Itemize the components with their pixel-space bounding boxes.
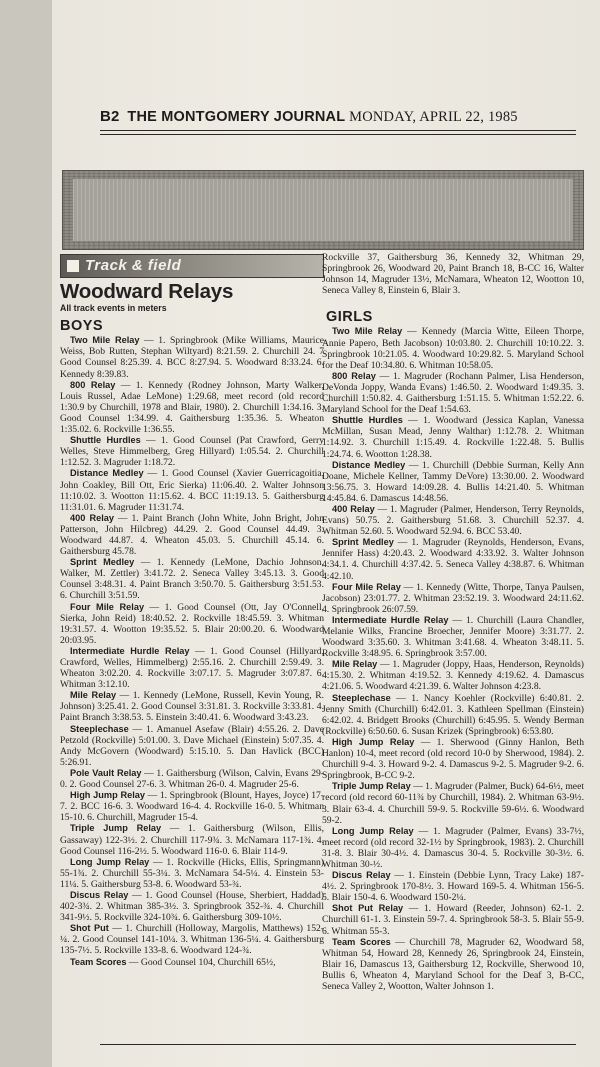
section-banner [60,254,324,278]
halftone-advertisement-inner [73,179,573,241]
event-name: Two Mile Relay [332,326,403,337]
boys-results [60,335,324,967]
result-entry [60,335,324,379]
event-results: — Kennedy (Marcia Witte, Eileen Thorpe, Annie Papero, Beth Jacobson) 10:03.80. 2. Churchill 10:10.22. 3. Springbrook 10:21.05. 4. Woodward 10:29.82. 5. Maryland School for the Deaf 10:34.80. 6. Whitman 10:58.05. [322,326,584,371]
event-name: Shuttle Hurdles [332,415,403,426]
event-results: — 1. Churchill (Laura Chandler, Melanie Wilks, Francine Broecher, Jennifer Moore) 3:31.77. 2. Woodward 3:35.60. 3. Whitman 3:41.68. 4. Wheaton 3:48.11. 5. Rockville 3:48.95. 6. Springbrook 3:57.00. [322,614,585,660]
result-entry [322,615,584,659]
result-entry [322,781,584,825]
event-results: — 1. Magruder (Palmer, Buck) 64-6½, meet record (old record 60-11¾ by Churchill, 1984). 2. Whitman 63-9½. 3. Blair 63-4. 4. Churchill 59-9. 5. Rockville 59-6½. 6. Woodward 59-2. [322,781,584,826]
event-name: 400 Relay [332,503,375,514]
event-name: Discus Relay [70,889,129,900]
event-results: — 1. Springbrook (Blount, Hayes, Joyce) 17-7. 2. BCC 16-6. 3. Woodward 16-4. 4. Rockville 16-0. 5. Whitman 15-10. 6. Churchill, Magruder 15-4. [60,790,324,824]
event-name: Four Mile Relay [332,581,401,592]
boys-team-scores-continued: Rockville 37, Gaithersburg 36, Kennedy 32, Whitman 29, Springbrook 26, Woodward 20, Paint Branch 18, B-CC 16, Walter Johnson 14, Magruder 13½, McNamara, Wheaton 12, Wootton 10, Seneca Valley 8, Einstein 6, Blair 3. [322,252,584,297]
event-results: — 1. Kennedy (Rodney Johnson, Marty Walker, Louis Russel, Adae LeMone) 1:29.68, meet record (old record 1:30.9 by Churchill, 1978 and Blair, 1980). 2. Churchill 1:34.16. 3. Good Counsel 1:34.99. 4. Gaithersburg 1:35.36. 5. Wheaton 1:35.02. 6. Rockville 1:36.55. [60,379,324,436]
event-name: Intermediate Hurdle Relay [332,614,449,625]
event-results: — 1. Magruder (Palmer, Evans) 33-7½, meet record (old record 32-1½ by Springbrook, 1983). 2. Churchill 31-8. 3. Blair 30-4½. 4. Damascus 30-4. 5. Rockville 30-3½. 6. Whitman 30-½. [322,825,584,870]
event-results: — 1. Good Counsel (Xavier Guerricagoitia, John Coakley, Bill Ott, Eric Sierka) 11:06.40. 2. Walter Johnson 11:10.02. 3. Wootton 11:15.62. 4. BCC 11:19.13. 5. Gaithersburg 11:31.01. 6. Magruder 11:31.74. [60,468,324,513]
result-entry [322,326,584,370]
event-name: Team Scores [332,936,391,947]
event-name: High Jump Relay [70,790,145,801]
result-entry [60,768,324,790]
event-name: Sprint Medley [70,557,135,568]
event-results: — 1. Paint Branch (John White, John Bright, John Patterson, John Hilcbreg) 44.29. 2. Good Counsel 44.49. 3. Woodward 44.87. 4. Wheaton 45.03. 5. Churchill 45.14. 6. Gaithersburg 45.78. [60,512,324,558]
event-results: — 1. Gaithersburg (Wilson, Ellis, Gassaway) 122-3½. 2. Churchill 117-9¾. 3. McNamara 117-1¾. 4. Good Counsel 116-2½. 5. Woodward 116-0. 6. Blair 114-9. [60,823,324,857]
event-name: 400 Relay [70,512,114,523]
event-results: — 1. Magruder (Joppy, Haas, Henderson, Reynolds) 4:15.30. 2. Whitman 4:19.52. 3. Kennedy 4:19.62. 4. Damascus 4:21.06. 5. Woodward 4:21.39. 6. Walter Johnson 4:23.8. [322,659,585,693]
event-results: — 1. Woodward (Jessica Kaplan, Vanessa McMillan, Susan Mead, Jenny Walthar) 1:12.78. 2. Whitman 1:14.92. 3. Churchill 1:15.49. 4. Rockville 1:22.48. 5. Bullis 1:24.74. 6. Wootton 1:28.38. [322,415,584,460]
result-entry [322,460,584,504]
issue-date: MONDAY, APRIL 22, 1985 [349,109,518,125]
event-name: Triple Jump Relay [332,781,411,792]
event-results: — 1. Good Counsel (Hillyard, Crawford, Welles, Himmelberg) 2:55.16. 2. Churchill 2:59.49. 3. Wheaton 3:02.20. 4. Rockville 3:07.17. 5. Magruder 3:07.87. 6. Whitman 3:12.10. [60,645,324,691]
left-column [60,252,324,968]
event-name: Team Scores [70,956,127,967]
event-results: — 1. Springbrook (Mike Williams, Maurice Weiss, Bob Rutten, Stephan Wiltyard) 8:21.59. 2. Churchill 24. 7 Good Counsel 8:25.39. 4. BCC 8:27.94. 5. Woodward 8:33.24. 6. Kennedy 8:39.83. [60,335,324,380]
header-rule [100,130,576,131]
article-headline: Woodward Relays [60,280,234,303]
header-rule-thin [100,134,576,135]
result-entry [60,435,324,468]
event-name: Long Jump Relay [332,825,414,836]
result-entry [322,903,584,936]
result-entry [60,602,324,646]
result-entry [322,826,584,870]
event-name: Triple Jump Relay [70,823,162,834]
event-name: Shuttle Hurdles [70,435,141,446]
result-entry [322,371,584,415]
result-entry [322,937,584,992]
result-entry [322,659,584,692]
right-column [322,252,584,992]
event-name: Distance Medley [70,468,144,479]
event-results: — 1. Nancy Koehler (Rockville) 6:40.81. 2. Jenny Smith (Churchill) 6:42.01. 3. Kathleen Spellman (Einstein) 6:42.02. 4. Bridgett Brooks (Churchill) 6:45.95. 5. Wendy Berman (Rockville) 6:50.60. 6. Susan Krizek (Springbrook) 6:53.80. [322,692,584,737]
result-entry [322,415,584,459]
event-name: Sprint Medley [332,537,394,548]
result-entry [322,870,584,903]
girls-results [322,326,584,992]
article-deck: All track events in meters [60,303,167,314]
event-name: Steeplechase [70,723,129,734]
event-name: Distance Medley [332,459,406,470]
event-results: — 1. Good Counsel (Ott, Jay O'Connell, Sierka, John Reid) 18:40.52. 2. Rockville 18:45.59. 3. Whitman 19:31.57. 4. Wootton 19:35.52. 5. Blair 20:00.20. 6. Woodward 20:03.95. [60,601,325,646]
halftone-advertisement [62,170,584,250]
result-entry [322,504,584,537]
event-results: — Churchill 78, Magruder 62, Woodward 58, Whitman 54, Howard 28, Kennedy 26, Springbrook 24, Einstein, Blair 16, Damascus 13, Gaithersburg 12, Rockville, Sherwood 10, Bullis 6, Wheaton 4, Maryland School for the Deaf 3, B-CC, Seneca Valley 2, Wootton, Walter Johnson 1. [322,936,584,992]
event-name: 800 Relay [332,370,376,381]
result-entry [322,693,584,737]
event-name: Mile Relay [70,690,117,701]
event-results: — 1. Kennedy (Witte, Thorpe, Tanya Paulsen, Jacobson) 23:01.77. 2. Whitman 23:52.19. 3. Woodward 24:11.62. 4. Springbrook 26:07.59. [322,581,584,615]
page-header [100,108,580,126]
event-results: — 1. Good Counsel (Pat Crawford, Gerry Welles, Steve Himmelberg, Greg Hillyard) 1:05.54. 2. Churchill 1:12.52. 3. Magruder 1:18.72. [60,435,324,469]
event-results: — 1. Magruder (Rochann Palmer, Lisa Henderson, DeVonda Joppy, Wanda Evans) 1:46.50. 2. Woodward 1:49.35. 3. Churchill 1:50.82. 4. Gaithersburg 1:51.15. 5. Whitman 1:52.22. 6. Maryland School for the Deaf 1:54.63. [322,370,584,416]
event-name: Steeplechase [332,692,391,703]
event-results: — 1. Kennedy (LeMone, Dachio Johnson, Walker, M. Zettler) 3:41.72. 2. Seneca Valley 3:45.13. 3. Good Counsel 3:48.31. 4. Paint Branch 3:50.70. 5. Gaithersburg 3:51.53. 6. Churchill 3:51.59. [60,557,324,602]
result-entry [322,582,584,615]
page-number: B2 [100,108,120,125]
event-results: — 1. Magruder (Reynolds, Henderson, Evans, Jennifer Hass) 4:20.43. 2. Woodward 4:33.92. 3. Walter Johnson 4:34.1. 4. Churchill 4:37.42. 5. Seneca Valley 4:38.87. 6. Whitman 4:42.10. [322,537,584,582]
result-entry [60,890,324,923]
result-entry [60,380,324,435]
result-entry [60,923,324,956]
event-name: High Jump Relay [332,736,415,747]
event-results: — 1. Einstein (Debbie Lynn, Tracy Lake) 187-4½. 2. Springbrook 170-8½. 3. Howard 169-5. 4. Whitman 156-5. 5. Blair 150-4. 6. Woodward 150-2¼. [322,870,584,904]
event-name: Long Jump Relay [70,856,150,867]
event-results: — 1. Amanuel Asefaw (Blair) 4:55.26. 2. Dave Petzold (Rockville) 5:01.00. 3. Dave Michael (Einstein) 5:07.35. 4. Andy McGovern (Woodward) 5:15.10. 5. Dan Havlick (BCC) 5:26.91. [60,723,324,768]
event-name: Intermediate Hurdle Relay [70,645,190,656]
result-entry [60,468,324,512]
event-results: — 1. Sherwood (Ginny Hanlon, Beth Hanlon) 10-4, meet record (old record 10-0 by Sherwood, 1984). 2. Churchill 9-4. 3. Howard 9-2. 4. Damascus 9-2. 5. Magruder 9-2. 6. Springbrook, B-CC 9-2. [322,736,584,782]
result-entry [322,737,584,781]
boys-heading: BOYS [60,318,104,335]
result-entry [60,557,324,601]
event-results: — Good Counsel 104, Churchill 65½, [126,956,276,968]
result-entry [322,537,584,581]
banner-square-icon [67,260,79,272]
event-results: — 1. Magruder (Palmer, Henderson, Terry Reynolds, Evans) 50.75. 2. Gaithersburg 51.68. 3. Churchill 52.37. 4. Whitman 52.60. 5. Woodward 52.94. 6. BCC 53.40. [322,503,584,538]
event-results: — 1. Gaithersburg (Wilson, Calvin, Evans 29-0. 2. Good Counsel 27-6. 3. Whitman 26-0. 4. Magruder 25-6. [60,767,324,791]
event-results: — 1. Rockville (Hicks, Ellis, Springmann) 55-1¾. 2. Churchill 55-3¼. 3. McNamara 54-5¼. 4. Einstein 53-11¼. 5. Gaithersburg 53-8. 6. Woodward 53-¾. [60,856,324,890]
result-entry [60,823,324,856]
result-entry [60,646,324,690]
event-name: Four Mile Relay [70,601,145,612]
event-name: Discus Relay [332,870,391,881]
event-results: — 1. Howard (Reeder, Johnson) 62-1. 2. Churchill 61-1. 3. Einstein 59-7. 4. Springbrook 58-3. 5. Blair 55-9. 6. Whitman 55-3. [322,903,584,937]
footer-rule [100,1044,576,1045]
result-entry [60,513,324,557]
event-name: Shot Put [70,923,109,934]
result-entry [60,724,324,768]
event-name: Pole Vault Relay [70,767,142,778]
event-name: Mile Relay [332,659,378,670]
result-entry [60,690,324,723]
result-entry [60,957,324,968]
publication-name: THE MONTGOMERY JOURNAL [127,109,346,125]
event-results: — 1. Good Counsel (House, Sherbiert, Haddad) 402-3¾. 2. Whitman 385-3½. 3. Springbrook 352-¾. 4. Churchill 341-9½. 5. Rockville 324-10¾. 6. Gaithersburg 309-10½. [60,889,324,924]
event-name: Two Mile Relay [70,335,140,346]
event-name: Shot Put Relay [332,903,404,914]
result-entry [60,790,324,823]
event-results: — 1. Kennedy (LeMone, Russell, Kevin Young, R. Johnson) 3:25.41. 2. Good Counsel 3:31.81. 3. Rockville 3:33.81. 4. Paint Branch 3:38.53. 5. Einstein 3:40.41. 6. Woodward 3:43.23. [60,690,324,724]
event-name: 800 Relay [70,379,116,390]
result-entry [60,857,324,890]
event-results: — 1. Churchill (Holloway, Margolis, Matthews) 152-¼. 2. Good Counsel 141-10¼. 3. Whitman 136-5¼. 4. Gaithersburg 135-7½. 5. Rockville 133-8. 6. Woodward 124-¾. [60,923,324,957]
banner-label: Track & field [85,257,182,275]
girls-heading: GIRLS [326,309,373,326]
event-results: — 1. Churchill (Debbie Surman, Kelly Ann Doane, Michele Kellner, Tammy DeVore) 13:30.00. 2. Woodward 13:56.75. 3. Howard 14:09.28. 4. Bullis 14:21.40. 5. Whitman 14:45.84. 6. Damascus 14:48.56. [322,459,585,504]
